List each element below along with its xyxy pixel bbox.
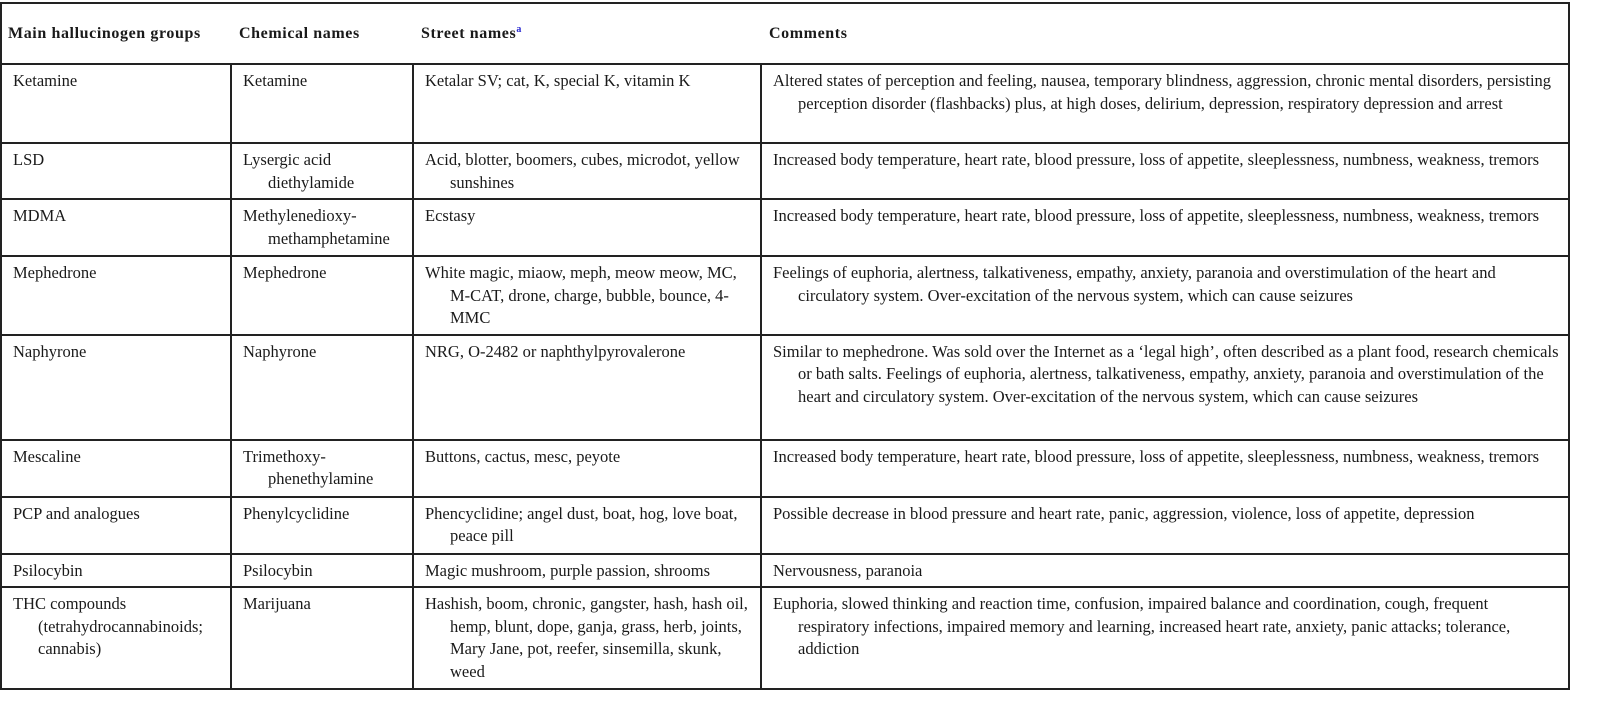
- cell-street: [413, 143, 761, 199]
- cell-chemical: [231, 497, 413, 554]
- comments-text: Feelings of euphoria, alertness, talkativeness, empathy, anxiety, paranoia and overstimulation of the heart and circulatory system. Over-excitation of the nervous system, which can cause seizures: [773, 263, 1496, 305]
- cell-street: [413, 497, 761, 554]
- chemical-text: Lysergic acid diethylamide: [243, 150, 355, 192]
- cell-group: [1, 440, 231, 497]
- header-comments: [761, 3, 1569, 64]
- comments-text: Altered states of perception and feeling, nausea, temporary blindness, aggression, chronic mental disorders, persisting perception disorder (flashbacks) plus, at high doses, delirium, depression, respiratory depression and arrest: [773, 71, 1552, 113]
- chemical-text: Ketamine: [243, 71, 308, 90]
- chemical-text: Trimethoxy-phenethylamine: [243, 446, 374, 488]
- table-row: [1, 143, 1569, 199]
- cell-comments: [761, 497, 1569, 554]
- cell-comments: [761, 587, 1569, 689]
- hallucinogens-table: [0, 2, 1570, 690]
- group-text: LSD: [13, 150, 45, 169]
- group-text: Ketamine: [13, 71, 78, 90]
- cell-chemical: [231, 335, 413, 440]
- cell-chemical: [231, 64, 413, 143]
- street-text: Ketalar SV; cat, K, special K, vitamin K: [425, 71, 691, 90]
- table-row: [1, 256, 1569, 335]
- table-row: [1, 554, 1569, 588]
- table-row: [1, 64, 1569, 143]
- comments-text: Euphoria, slowed thinking and reaction time, confusion, impaired balance and coordination, cough, frequent respiratory infections, impaired memory and learning, increased heart rate, anxiety, panic attacks; tolerance, addiction: [773, 594, 1511, 658]
- chemical-text: Phenylcyclidine: [243, 503, 350, 523]
- street-text: Hashish, boom, chronic, gangster, hash, hash oil, hemp, blunt, dope, ganja, grass, herb, joints, Mary Jane, pot, reefer, sinsemilla, skunk, weed: [425, 594, 748, 681]
- cell-comments: [761, 440, 1569, 497]
- table-row: [1, 497, 1569, 554]
- comments-text: Increased body temperature, heart rate, blood pressure, loss of appetite, sleeplessness, numbness, weakness, tremors: [773, 446, 1540, 466]
- cell-chemical: [231, 199, 413, 256]
- table-row: [1, 199, 1569, 256]
- cell-street: [413, 335, 761, 440]
- cell-group: [1, 256, 231, 335]
- footnote-link[interactable]: a: [516, 24, 522, 35]
- cell-group: [1, 64, 231, 143]
- table-row: [1, 587, 1569, 689]
- cell-chemical: [231, 143, 413, 199]
- header-chemical-label: Chemical names: [239, 25, 360, 42]
- header-row: [1, 3, 1569, 64]
- cell-group: [1, 554, 231, 588]
- street-text: Buttons, cactus, mesc, peyote: [425, 446, 621, 466]
- street-text: Acid, blotter, boomers, cubes, microdot, yellow sunshines: [425, 150, 740, 192]
- comments-text: Possible decrease in blood pressure and heart rate, panic, aggression, violence, loss of appetite, depression: [773, 503, 1475, 523]
- table-row: [1, 440, 1569, 497]
- cell-comments: [761, 554, 1569, 588]
- street-text: Ecstasy: [425, 206, 476, 225]
- chemical-text: Psilocybin: [243, 560, 313, 580]
- cell-street: [413, 587, 761, 689]
- cell-chemical: [231, 587, 413, 689]
- chemical-text: Naphyrone: [243, 341, 317, 361]
- cell-comments: [761, 199, 1569, 256]
- cell-group: [1, 143, 231, 199]
- table-body: [1, 64, 1569, 689]
- chemical-text: Marijuana: [243, 594, 311, 613]
- cell-street: [413, 199, 761, 256]
- cell-comments: [761, 256, 1569, 335]
- cell-street: [413, 256, 761, 335]
- cell-street: [413, 440, 761, 497]
- group-text: Mescaline: [13, 446, 81, 466]
- table-row: [1, 335, 1569, 440]
- header-street: [413, 3, 761, 64]
- header-group-label: Main hallucinogen groups: [8, 25, 201, 42]
- chemical-text: Mephedrone: [243, 263, 327, 282]
- header-group: [1, 3, 231, 64]
- table-header: [1, 3, 1569, 64]
- chemical-text: Methylenedioxy-methamphetamine: [243, 206, 390, 248]
- cell-group: [1, 497, 231, 554]
- cell-group: [1, 199, 231, 256]
- cell-group: [1, 335, 231, 440]
- cell-chemical: [231, 440, 413, 497]
- cell-street: [413, 554, 761, 588]
- group-text: PCP and analogues: [13, 503, 140, 523]
- cell-comments: [761, 143, 1569, 199]
- group-text: THC compounds (tetrahydrocannabinoids; cannabis): [13, 594, 203, 658]
- group-text: Psilocybin: [13, 560, 83, 580]
- cell-comments: [761, 335, 1569, 440]
- cell-comments: [761, 64, 1569, 143]
- street-text: Magic mushroom, purple passion, shrooms: [425, 560, 711, 580]
- street-text: Phencyclidine; angel dust, boat, hog, love boat, peace pill: [425, 503, 738, 545]
- street-text: White magic, miaow, meph, meow meow, MC, M-CAT, drone, charge, bubble, bounce, 4-MMC: [425, 263, 737, 327]
- group-text: MDMA: [13, 206, 67, 225]
- street-text: NRG, O-2482 or naphthylpyrovalerone: [425, 341, 686, 361]
- cell-street: [413, 64, 761, 143]
- comments-text: Increased body temperature, heart rate, blood pressure, loss of appetite, sleeplessness, numbness, weakness, tremors: [773, 206, 1540, 225]
- group-text: Naphyrone: [13, 341, 87, 361]
- header-chemical: [231, 3, 413, 64]
- comments-text: Similar to mephedrone. Was sold over the Internet as a ‘legal high’, often described as a plant food, research chemicals or bath salts. Feelings of euphoria, alertness, talkativeness, empathy, anxiety, paranoia and overstimulation of the heart and circulatory system. Over-excitation of the nervous system, which can cause seizures: [773, 341, 1559, 406]
- group-text: Mephedrone: [13, 263, 97, 282]
- header-street-label: Street names: [421, 25, 517, 42]
- cell-chemical: [231, 554, 413, 588]
- comments-text: Nervousness, paranoia: [773, 560, 923, 580]
- header-comments-label: Comments: [769, 25, 848, 42]
- cell-chemical: [231, 256, 413, 335]
- cell-group: [1, 587, 231, 689]
- comments-text: Increased body temperature, heart rate, blood pressure, loss of appetite, sleeplessness, numbness, weakness, tremors: [773, 150, 1540, 169]
